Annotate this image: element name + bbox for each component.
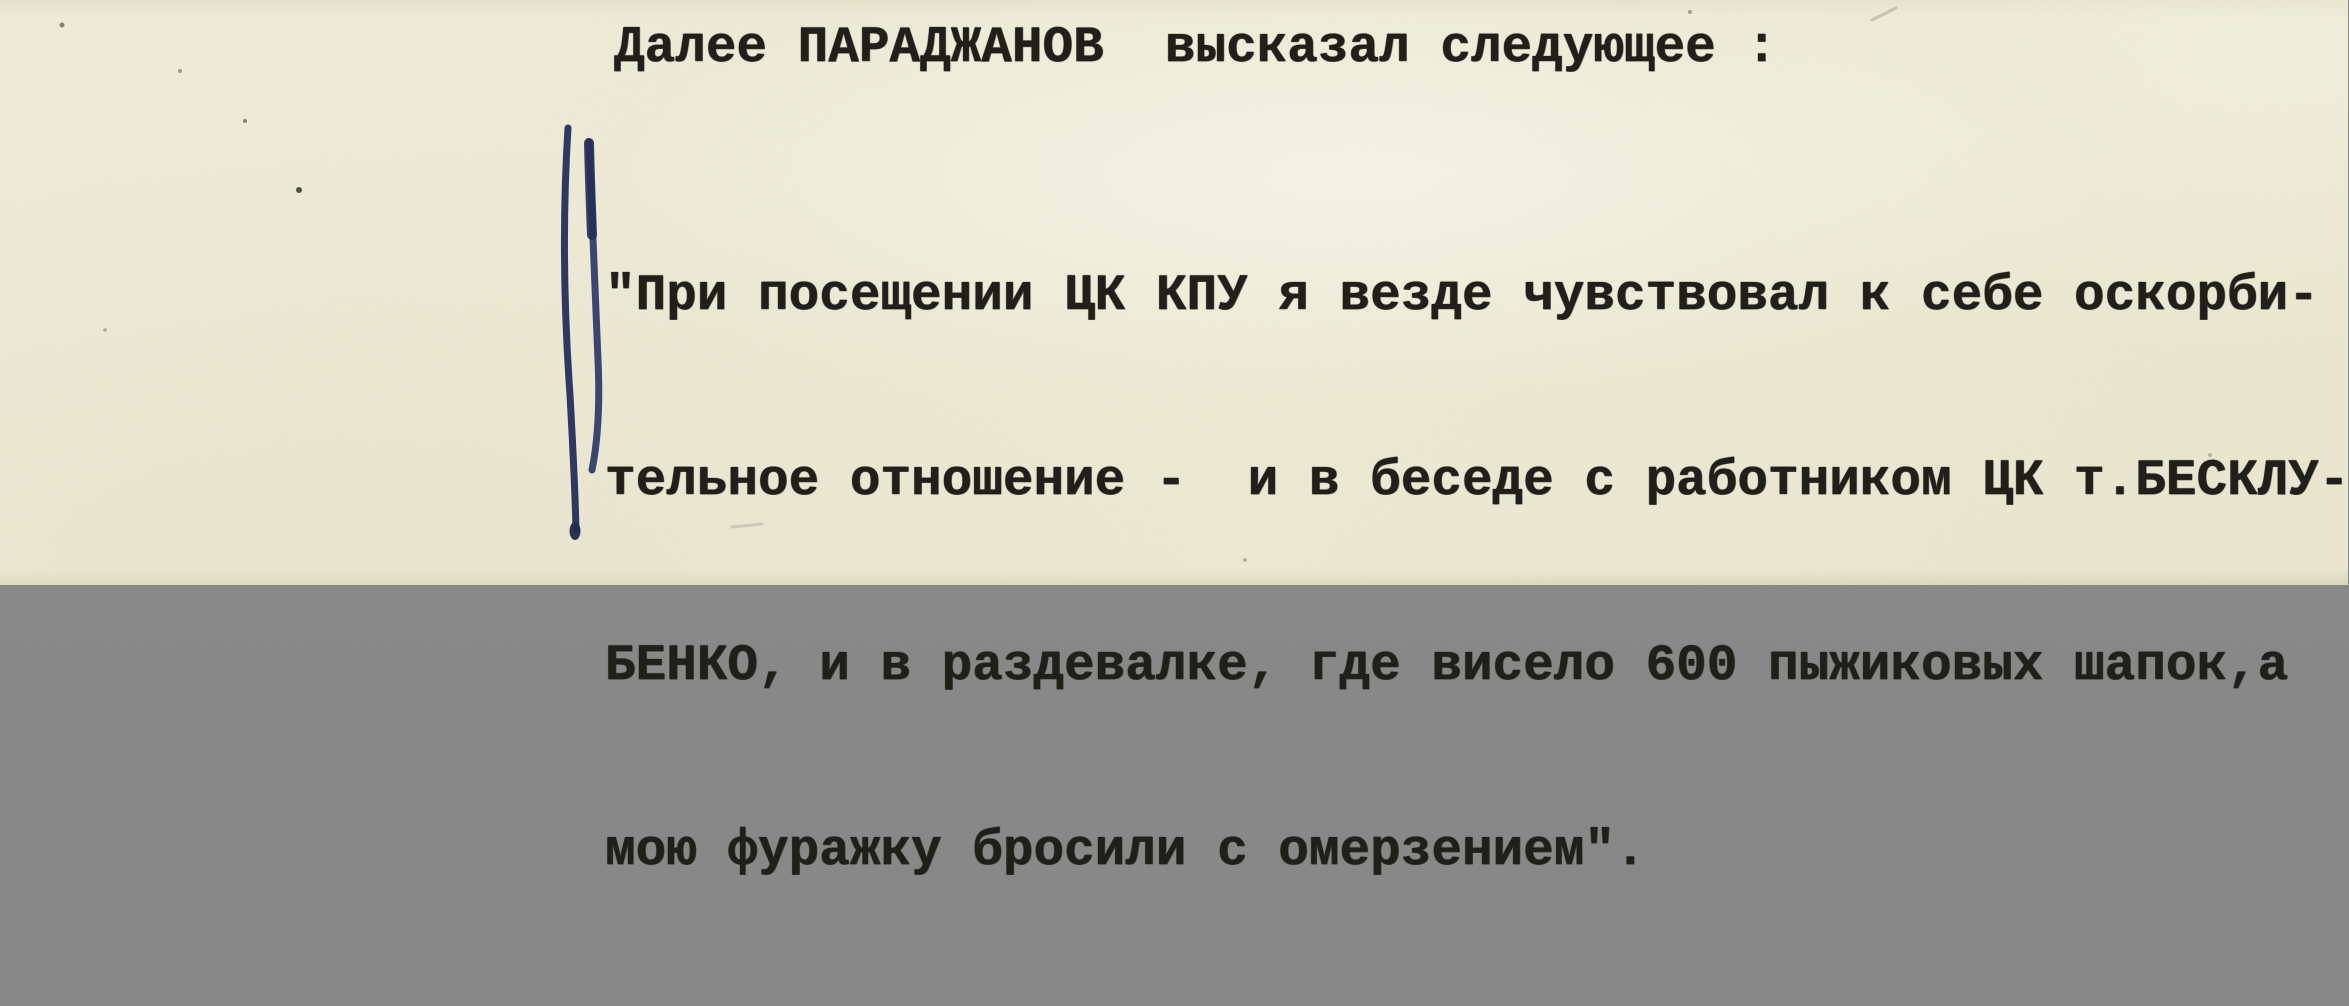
quote-line: мою фуражку бросили с омерзением".	[605, 823, 1646, 880]
quote-line: БЕНКО, и в раздевалке, где висело 600 пыжиковых шапок,а	[605, 638, 2289, 695]
quote-paragraph	[605, 152, 2349, 1006]
quote-line: "При посещении ЦК КПУ я везде чувствовал к себе оскорби-	[605, 268, 2319, 325]
heading-line: Далее ПАРАДЖАНОВ высказал следующее :	[614, 20, 1777, 77]
quote-line: тельное отношение - и в беседе с работником ЦК т.БЕСКЛУ-	[605, 453, 2349, 510]
